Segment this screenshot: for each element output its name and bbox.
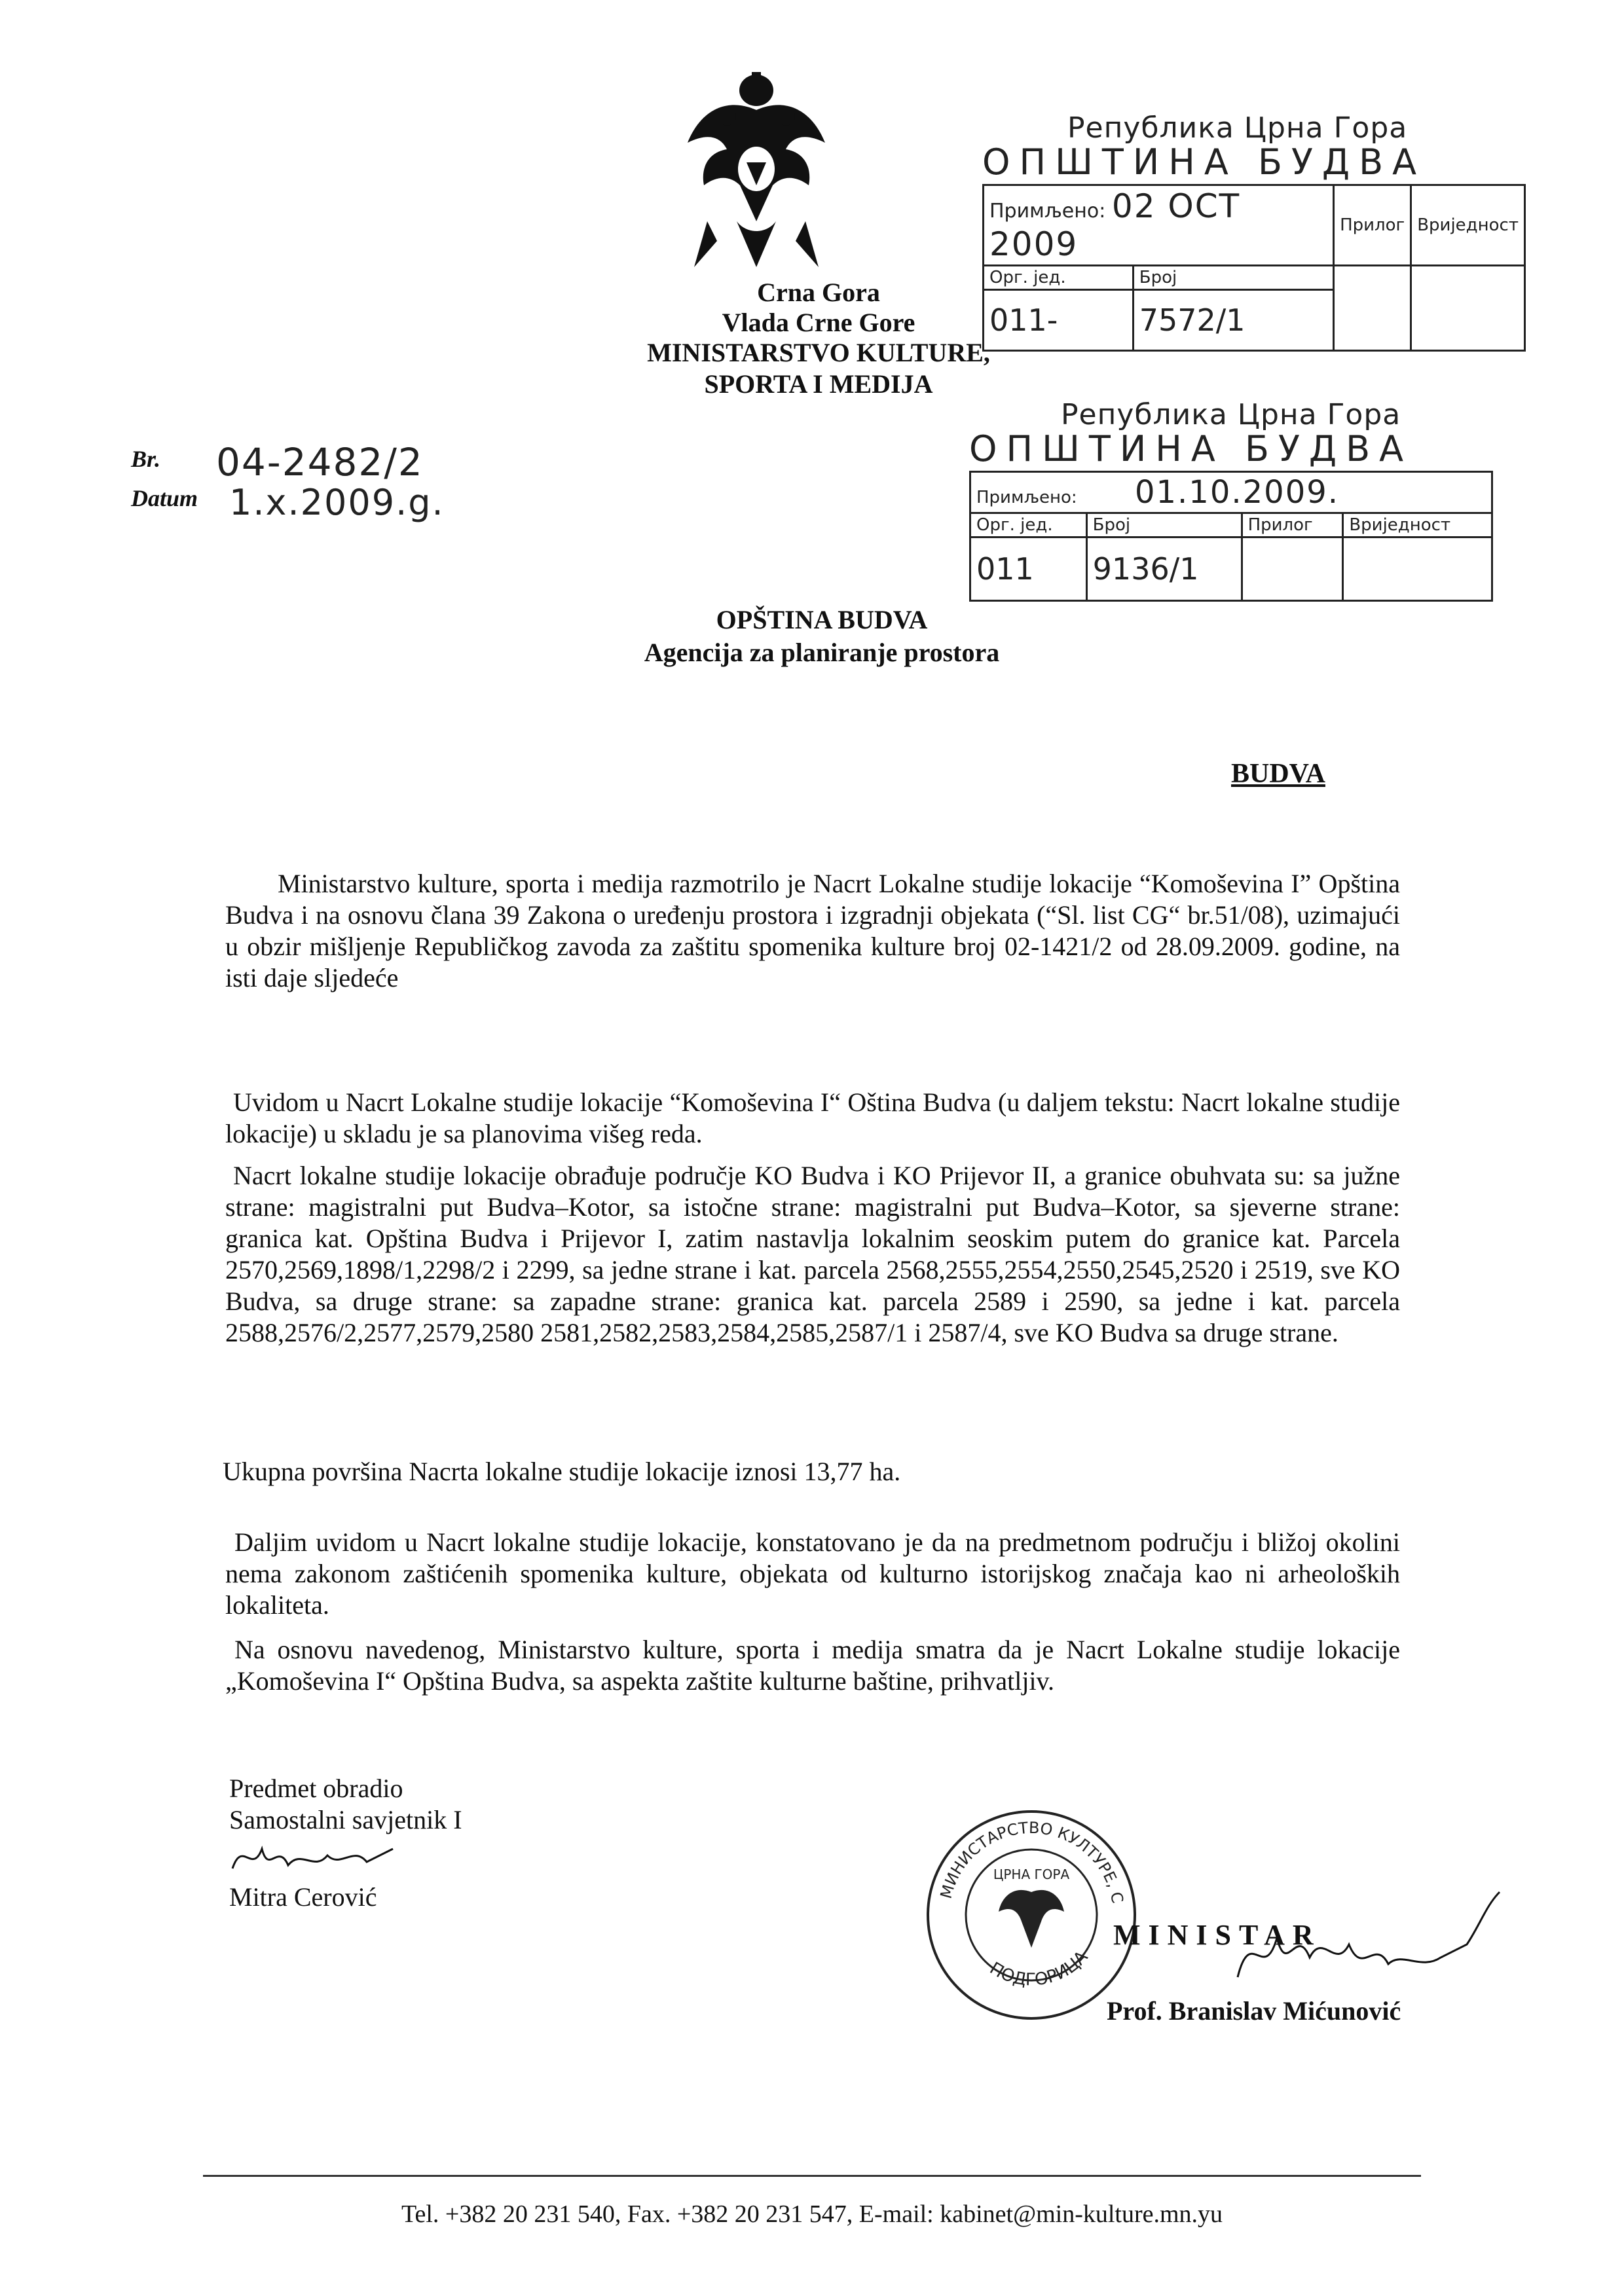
seal-text-top: МИНИСТАРСТВО КУЛТУРЕ, С: [936, 1818, 1127, 1905]
minister-name: Prof. Branislav Mićunović: [1107, 1996, 1401, 2026]
stamp1-municipality: ОПШТИНА БУДВА: [982, 141, 1426, 183]
br-value: 04-2482/2: [216, 440, 424, 484]
stamp1-value-broj: 7572/1: [1133, 290, 1333, 351]
coat-of-arms-emblem: [681, 71, 832, 280]
stamp2-col-vrijednost: Вриједност: [1343, 513, 1492, 538]
body-paragraph-3: Nacrt lokalne studije lokacije obrađuje područje KO Budva i KO Prijevor II, a granice obuhvata su: sa južne strane: magistralni put Budva–Kotor, sa istočne strane: magistralni put Budva–Kotor, sa sjeverne strane: granica kat. Opština Budva i Prijevor I, zatim nastavlja lokalnim seoskim putem do granice kat. Parcela 2570,2569,1898/1,2298/2 i 2299, sa jedne strane i kat. parcela 2568,2555,2554,2550,2545,2520 i 2519, sve KO Budva, sa druge strane: sa zapadne strane: granica kat. parcela 2589 i 2590, sa jedne i kat. parcela 2588,2576/2,2577,2579,2580 2581,2582,2583,2584,2585,2587/1 i 2587/4, sve KO Budva sa druge strane.: [225, 1161, 1400, 1347]
body-paragraph-5: Daljim uvidom u Nacrt lokalne studije lokacije, konstatovano je da na predmetnom području i bližoj okolini nema zakonom zaštićenih spomenika kulture, objekata od kulturno istorijskog značaja kao ni arheoloških lokaliteta.: [225, 1527, 1400, 1620]
stamp1-received-label: Примљено:: [989, 200, 1106, 223]
body-paragraph-6: Na osnovu navedenog, Ministarstvo kulture, sporta i medija smatra da je Nacrt Lokalne studije lokacije „Komoševina I“ Opština Budva, sa aspekta zaštite kulturne baštine, prihvatljiv.: [225, 1635, 1400, 1696]
svg-text:МИНИСТАРСТВО КУЛТУРЕ, С: [937, 1819, 1127, 1905]
stamp2-col-org: Орг. јед.: [970, 513, 1087, 538]
stamp2-value-broj: 9136/1: [1086, 538, 1242, 601]
registry-stamp-1: [982, 111, 1526, 352]
stamp1-col-broj: Број: [1133, 266, 1333, 290]
footer-divider: [203, 2175, 1421, 2177]
stamp1-value-org: 011-: [984, 290, 1134, 351]
seal-text-center: ЦРНА ГОРА: [993, 1867, 1070, 1882]
body-paragraph-1: Ministarstvo kulture, sporta i medija razmotrilo je Nacrt Lokalne studije lokacije “Komoševina I” Opština Budva i na osnovu člana 39 Zakona o uređenju prostora i izgradnji objekata (“Sl. list CG“ br.51/08), uzimajući u obzir mišljenje Republičkog zavoda za zaštitu spomenika kulture broj 02-1421/2 od 28.09.2009. godine, na isti daje sljedeće: [225, 869, 1400, 993]
body-paragraph-4: Ukupna površina Nacrta lokalne studije lokacije iznosi 13,77 ha.: [223, 1457, 901, 1486]
ministry-seal: [923, 1807, 1139, 2023]
stamp2-value-org: 011: [970, 538, 1087, 601]
seal-text-bottom: ПОДГОРИЦА: [986, 1947, 1092, 1990]
minister-signature: [1231, 1886, 1506, 1997]
addressee-city: BUDVA: [1231, 759, 1325, 789]
prepared-by-label: Predmet obradio: [229, 1774, 403, 1803]
stamp1-republic: Република Црна Гора: [1067, 111, 1408, 145]
header-country: Crna Gora: [757, 278, 880, 307]
stamp2-col-broj: Број: [1086, 513, 1242, 538]
prepared-by-block: [229, 1773, 462, 1913]
stamp2-municipality: ОПШТИНА БУДВА: [969, 428, 1413, 469]
footer-contact: Tel. +382 20 231 540, Fax. +382 20 231 547, E-mail: kabinet@min-kulture.mn.yu: [401, 2200, 1223, 2228]
header-government: Vlada Crne Gore: [722, 308, 915, 337]
datum-label: Datum: [131, 485, 198, 511]
prepared-by-role: Samostalni savjetnik I: [229, 1805, 462, 1834]
svg-text:ПОДГОРИЦА: [986, 1947, 1092, 1990]
registry-stamp-2: [969, 398, 1493, 602]
datum-value: 1.x.2009.g.: [229, 482, 445, 523]
stamp1-received-date: 02 OCT 2009: [989, 187, 1241, 263]
minister-title: MINISTAR: [1113, 1919, 1321, 1951]
stamp1-col-vrijednost: Вриједност: [1411, 185, 1525, 266]
stamp1-col-prilog: Прилог: [1334, 185, 1411, 266]
stamp2-received-date: 01.10.2009.: [1134, 474, 1340, 511]
addressee-line2: Agencija za planiranje prostora: [644, 638, 1000, 667]
stamp2-received-label: Примљено:: [976, 488, 1077, 507]
stamp2-republic: Република Црна Гора: [1061, 398, 1401, 431]
body-paragraph-2: Uvidom u Nacrt Lokalne studije lokacije “Komoševina I“ Oština Budva (u daljem tekstu: Nacrt lokalne studije lokacije) u skladu je sa planovima višeg reda.: [225, 1087, 1400, 1148]
header-ministry-line1: MINISTARSTVO KULTURE,: [647, 338, 990, 367]
stamp2-col-prilog: Прилог: [1242, 513, 1343, 538]
author-signature: [229, 1836, 399, 1882]
addressee-line1: OPŠTINA BUDVA: [716, 605, 928, 634]
header-ministry-line2: SPORTA I MEDIJA: [704, 369, 933, 399]
stamp1-col-org: Орг. јед.: [984, 266, 1134, 290]
br-label: Br.: [131, 446, 161, 472]
prepared-by-name: Mitra Cerović: [229, 1882, 377, 1912]
